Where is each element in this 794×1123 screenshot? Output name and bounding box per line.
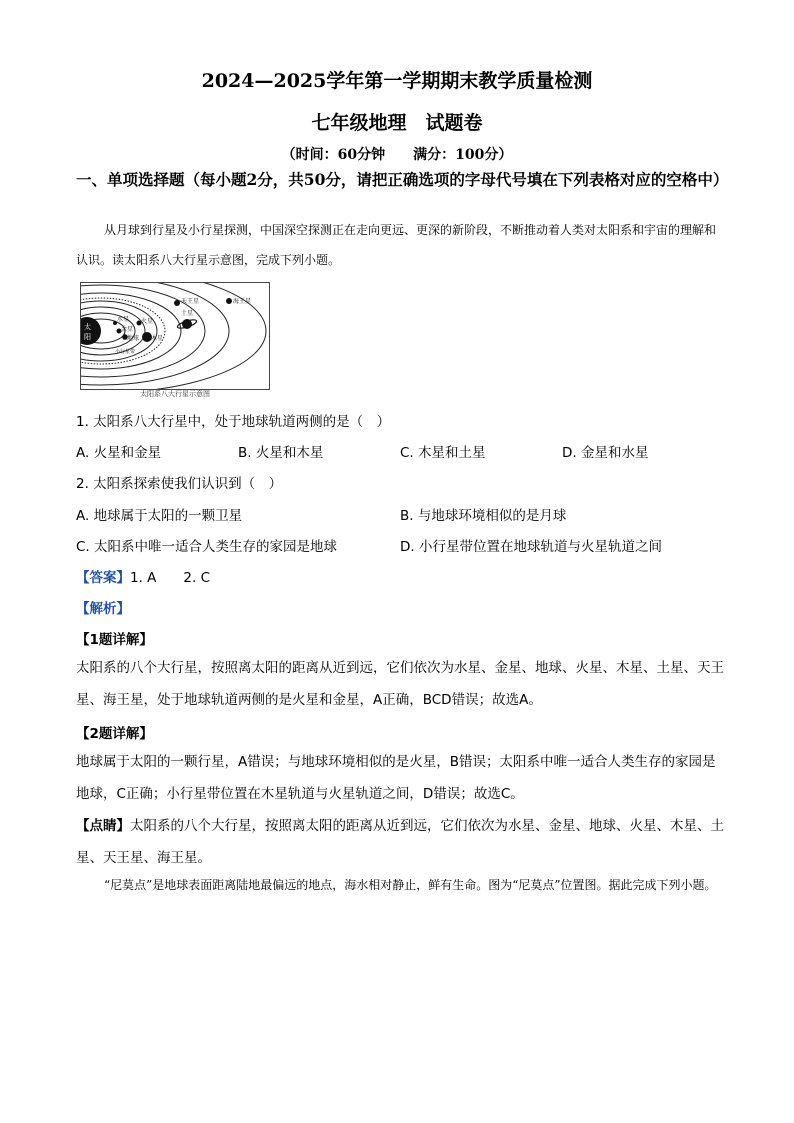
saturn-label: 土星 bbox=[181, 310, 194, 317]
q1-option-d: D. 金星和水星 bbox=[562, 445, 649, 461]
exam-info: （时间：60分钟 满分：100分） bbox=[281, 147, 513, 163]
mercury-label: 水星 bbox=[117, 316, 130, 323]
svg-text:阳: 阳 bbox=[84, 333, 91, 341]
neptune-label: 海王星 bbox=[233, 298, 252, 305]
q2-option-a: A. 地球属于太阳的一颗卫星 bbox=[76, 508, 243, 524]
jupiter-label: 木星 bbox=[151, 335, 164, 342]
passage-2: “尼莫点”是地球表面距离陆地最偏远的地点，海水相对静止，鲜有生命。图为“尼莫点”位置图。据此完成下列小题。 bbox=[104, 878, 717, 892]
q1-option-b: B. 火星和木星 bbox=[238, 445, 324, 461]
orbit-uranus bbox=[81, 283, 229, 385]
neptune-icon bbox=[226, 298, 232, 304]
solar-system-diagram bbox=[81, 283, 269, 389]
q2-option-c: C. 太阳系中唯一适合人类生存的家园是地球 bbox=[76, 539, 338, 555]
venus-label: 金星 bbox=[121, 326, 134, 333]
detail-2-text: 地球属于太阳的一颗行星，A错误；与地球环境相似的是火星，B错误；太阳系中唯一适合人类生存的家园是地球，C正确；小行星带位置在木星轨道与火星轨道之间，D错误；故选C。 bbox=[76, 754, 716, 802]
section-heading: 一、单项选择题（每小题2分，共50分，请把正确选项的字母代号填在下列表格对应的空格中） bbox=[76, 170, 729, 189]
answer-text: 1. A 2. C bbox=[130, 570, 211, 586]
tip-tag: 【点睛】 bbox=[76, 818, 130, 834]
passage-1: 从月球到行星及小行星探测，中国深空探测正在走向更远、更深的新阶段，不断推动着人类对太阳系和宇宙的理解和认识。读太阳系八大行星示意图，完成下列小题。 bbox=[76, 223, 717, 267]
answer-line bbox=[76, 566, 210, 586]
detail-1-tag: 【1题详解】 bbox=[76, 632, 153, 648]
asteroid-label: 小行星带 bbox=[115, 349, 136, 355]
exam-title: 2024—2025学年第一学期期末教学质量检测 bbox=[201, 70, 593, 92]
q2-option-d: D. 小行星带位置在地球轨道与火星轨道之间 bbox=[400, 539, 662, 555]
q1-option-c: C. 木星和土星 bbox=[400, 445, 486, 461]
q1-option-a: A. 火星和金星 bbox=[76, 445, 162, 461]
earth-label: 地球 bbox=[127, 335, 140, 342]
analysis-tag: 【解析】 bbox=[76, 601, 130, 617]
mars-label: 火星 bbox=[141, 318, 154, 325]
q1-stem: 1. 太阳系八大行星中，处于地球轨道两侧的是（ ） bbox=[76, 414, 391, 430]
q2-stem: 2. 太阳系探索使我们认识到（ ） bbox=[76, 476, 283, 492]
tip-text: 太阳系的八个大行星，按照离太阳的距离从近到远，它们依次为水星、金星、地球、火星、木星、土星、天王星、海王星。 bbox=[76, 818, 724, 866]
q2-option-b: B. 与地球环境相似的是月球 bbox=[400, 508, 567, 524]
detail-1-text: 太阳系的八个大行星，按照离太阳的距离从近到远，它们依次为水星、金星、地球、火星、木星、土星、天王星、海王星，处于地球轨道两侧的是火星和金星，A正确，BCD错误；故选A。 bbox=[76, 660, 724, 708]
sun-label: 太 bbox=[84, 323, 91, 331]
tip-paragraph bbox=[76, 810, 724, 874]
figure-caption: 太阳系八大行星示意图 bbox=[140, 390, 210, 398]
detail-2-tag: 【2题详解】 bbox=[76, 726, 153, 742]
answer-tag: 【答案】 bbox=[76, 570, 130, 586]
solar-system-figure bbox=[80, 282, 270, 390]
exam-subtitle: 七年级地理 试题卷 bbox=[311, 112, 483, 134]
uranus-icon bbox=[174, 300, 180, 306]
uranus-label: 天王星 bbox=[181, 298, 200, 305]
